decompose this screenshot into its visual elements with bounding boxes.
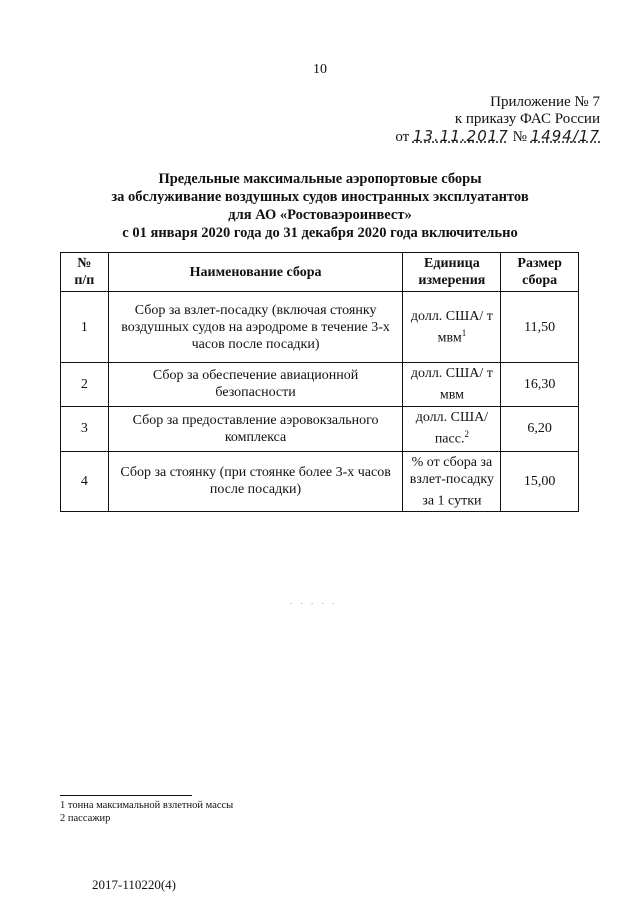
row-number: 1	[61, 292, 109, 363]
fee-name: Сбор за предоставление аэровокзального комплекса	[108, 406, 403, 451]
header-number-line2: п/п	[74, 273, 95, 288]
table-header-row	[61, 253, 579, 292]
header-unit	[403, 253, 501, 292]
table-row	[61, 363, 579, 407]
header-rate-line2: сбора	[522, 273, 558, 288]
header-rate-line1: Размер	[517, 256, 562, 271]
page-number: 10	[313, 62, 327, 77]
scan-artifact: . . . . .	[290, 596, 338, 606]
fee-rate: 15,00	[501, 451, 579, 512]
fee-unit	[403, 406, 501, 451]
title-line-1: Предельные максимальные аэропортовые сборы	[158, 171, 482, 187]
header-number	[61, 253, 109, 292]
unit-text: долл. США/ т мвм	[410, 308, 493, 346]
appendix-title: Приложение № 7	[490, 94, 600, 110]
row-number: 2	[61, 363, 109, 407]
document-code: 2017-110220(4)	[92, 877, 177, 892]
appendix-block	[380, 94, 600, 146]
fee-unit	[403, 451, 501, 512]
handwritten-number: 1494/17	[530, 127, 600, 145]
handwritten-date: 13.11.2017	[412, 127, 509, 145]
footnote-divider	[60, 795, 192, 796]
appendix-order-ref: к приказу ФАС России	[454, 111, 600, 127]
fee-rate: 16,30	[501, 363, 579, 407]
row-number: 3	[61, 406, 109, 451]
table-row	[61, 451, 579, 512]
document-title	[60, 170, 580, 242]
header-number-line1: №	[77, 256, 92, 271]
fees-table	[60, 252, 579, 512]
fee-unit	[403, 292, 501, 363]
fee-unit	[403, 363, 501, 407]
fee-name: Сбор за взлет-посадку (включая стоянку воздушных судов на аэродроме в течение 3-х часов после посадки)	[108, 292, 403, 363]
title-line-4: с 01 января 2020 года до 31 декабря 2020 года включительно	[122, 225, 518, 241]
header-rate	[501, 253, 579, 292]
unit-text: долл. США/ т мвм	[410, 366, 493, 403]
footnote-ref: 1	[461, 327, 467, 338]
footnotes	[60, 799, 233, 825]
from-label: от	[395, 129, 410, 145]
title-line-3: для АО «Ростоваэроинвест»	[228, 207, 412, 223]
footnote-1: 1 тонна максимальной взлетной массы	[60, 800, 234, 811]
header-unit-line1: Единица	[424, 256, 480, 271]
table-row	[61, 406, 579, 451]
fee-name: Сбор за обеспечение авиационной безопасности	[108, 363, 403, 407]
unit-text: долл. США/ пасс.	[415, 410, 489, 447]
fee-name: Сбор за стоянку (при стоянке более 3-х часов после посадки)	[108, 451, 403, 512]
row-number: 4	[61, 451, 109, 512]
header-unit-line2: измерения	[418, 273, 486, 288]
number-label: №	[512, 129, 527, 145]
footnote-2: 2 пассажир	[60, 813, 111, 824]
title-line-2: за обслуживание воздушных судов иностранных эксплуатантов	[111, 189, 529, 205]
header-name: Наименование сбора	[108, 253, 403, 292]
footnote-ref: 2	[464, 429, 469, 440]
unit-text: % от сбора за взлет-посадку за 1 сутки	[409, 454, 495, 509]
table-row	[61, 292, 579, 363]
order-date-number	[380, 128, 600, 146]
fee-rate: 6,20	[501, 406, 579, 451]
fee-rate: 11,50	[501, 292, 579, 363]
